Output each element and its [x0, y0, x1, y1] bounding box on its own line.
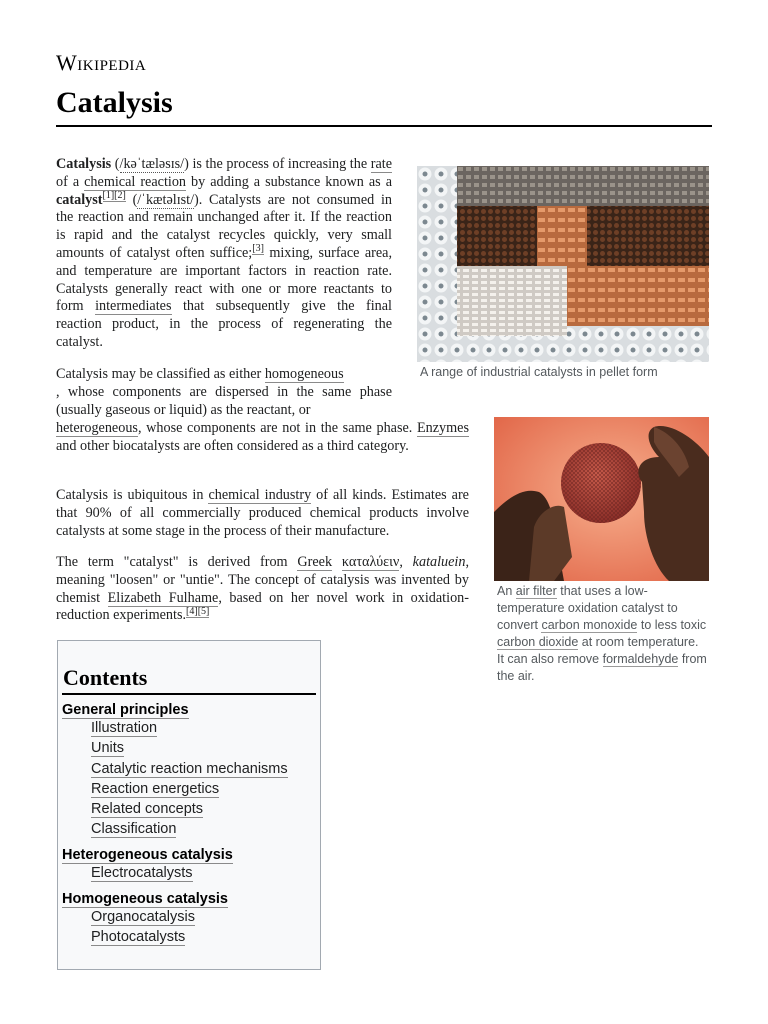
toc-divider	[62, 693, 316, 695]
toc-item-related-concepts[interactable]: Related concepts	[91, 801, 204, 817]
toc-item-reaction-energetics[interactable]: Reaction energetics	[91, 781, 220, 797]
toc-item-organocatalysis[interactable]: Organocatalysis	[91, 909, 195, 925]
link-greek-word[interactable]: καταλύειν	[341, 554, 400, 570]
link-carbon-dioxide[interactable]: carbon dioxide	[497, 635, 579, 649]
link-rate[interactable]: rate	[370, 156, 392, 172]
toc-item-illustration[interactable]: Illustration	[91, 720, 158, 736]
catalyst-pellets-image[interactable]	[417, 166, 709, 362]
link-enzymes[interactable]: Enzymes	[416, 420, 469, 436]
industry-paragraph: Catalysis is ubiquitous in chemical industry of all kinds. Estimates are that 90% of all commercially produced chemical products involve catalysts at some stage in the process of their manufacture.	[56, 487, 469, 539]
classification-paragraph-lead: Catalysis may be classified as either homogeneous	[56, 366, 344, 382]
ref-2[interactable]: [2]	[114, 189, 126, 201]
link-chemical-industry[interactable]: chemical industry	[208, 487, 312, 503]
figure-caption-air-filter: An air filter that uses a low-temperature oxidation catalyst to convert carbon monoxide to less toxic carbon dioxide at room temperature. It can also remove formaldehyde from the air.	[497, 584, 707, 683]
link-elizabeth-fulhame[interactable]: Elizabeth Fulhame	[107, 589, 219, 606]
link-heterogeneous[interactable]: heterogeneous	[56, 420, 138, 436]
classification-paragraph-end: heterogeneous, whose components are not in the same phase. Enzymes and other biocatalysts are often considered as a third category.	[56, 420, 469, 454]
toc-item-electrocatalysts[interactable]: Electrocatalysts	[91, 865, 193, 881]
link-greek[interactable]: Greek	[297, 554, 333, 570]
classification-paragraph-mid: , whose components are dispersed in the same phase (usually gaseous or liquid) as the reactant, or	[56, 384, 392, 418]
link-intermediates[interactable]: intermediates	[95, 298, 172, 315]
toc-section-general-principles[interactable]: General principles	[62, 702, 189, 718]
ipa-pronunciation-2[interactable]: /ˈkætəlɪst/	[137, 191, 195, 208]
toc-item-classification[interactable]: Classification	[91, 821, 177, 837]
ref-5[interactable]: [5]	[197, 605, 210, 617]
ref-1[interactable]: [1]	[102, 189, 115, 201]
intro-paragraph: Catalysis (/kəˈtæləsɪs/) is the process of increasing the rate of a chemical reaction by adding a substance known as a catalyst[1][2] (/ˈkætəlɪst/). Catalysts are not consumed in the reaction and remain unchanged after it. If the reaction is rapid and the catalyst recycles quickly, very small amounts of catalyst often suffice;[3] mixing, surface area, and temperature are important factors in reaction rate. Catalysts generally react with one or more reactants to form intermediates that subsequently give the final reaction product, in the process of regenerating the catalyst.	[56, 156, 392, 350]
ref-3[interactable]: [3]	[252, 243, 264, 255]
table-of-contents	[57, 640, 321, 970]
toc-section-homogeneous-catalysis[interactable]: Homogeneous catalysis	[62, 891, 228, 907]
link-carbon-monoxide[interactable]: carbon monoxide	[541, 618, 638, 632]
toc-item-units[interactable]: Units	[91, 740, 125, 756]
ref-4[interactable]: [4]	[186, 605, 198, 617]
link-air-filter[interactable]: air filter	[515, 584, 557, 598]
ipa-pronunciation[interactable]: /kəˈtæləsɪs/	[119, 156, 185, 172]
etymology-paragraph: The term "catalyst" is derived from Greek καταλύειν, kataluein, meaning "loosen" or "untie". The concept of catalysis was invented by chemist Elizabeth Fulhame, based on her novel work in oxidation-reduction experiments.[4][5]	[56, 554, 470, 624]
air-filter-image[interactable]	[494, 417, 709, 581]
wikipedia-logo[interactable]: Wikipedia	[56, 50, 147, 75]
term-bold: Catalysis	[56, 156, 112, 172]
toc-section-heterogeneous-catalysis[interactable]: Heterogeneous catalysis	[62, 847, 233, 863]
link-homogeneous[interactable]: homogeneous	[264, 366, 344, 382]
toc-title: Contents	[63, 665, 148, 690]
toc-item-photocatalysts[interactable]: Photocatalysts	[91, 929, 186, 945]
toc-item-catalytic-reaction-mechanisms[interactable]: Catalytic reaction mechanisms	[91, 761, 288, 777]
link-formaldehyde[interactable]: formaldehyde	[602, 652, 679, 666]
figure-caption-pellets: A range of industrial catalysts in pellet form	[420, 365, 658, 379]
page-title: Catalysis	[56, 86, 173, 119]
link-chemical-reaction[interactable]: chemical reaction	[84, 173, 187, 190]
title-divider	[56, 125, 712, 127]
